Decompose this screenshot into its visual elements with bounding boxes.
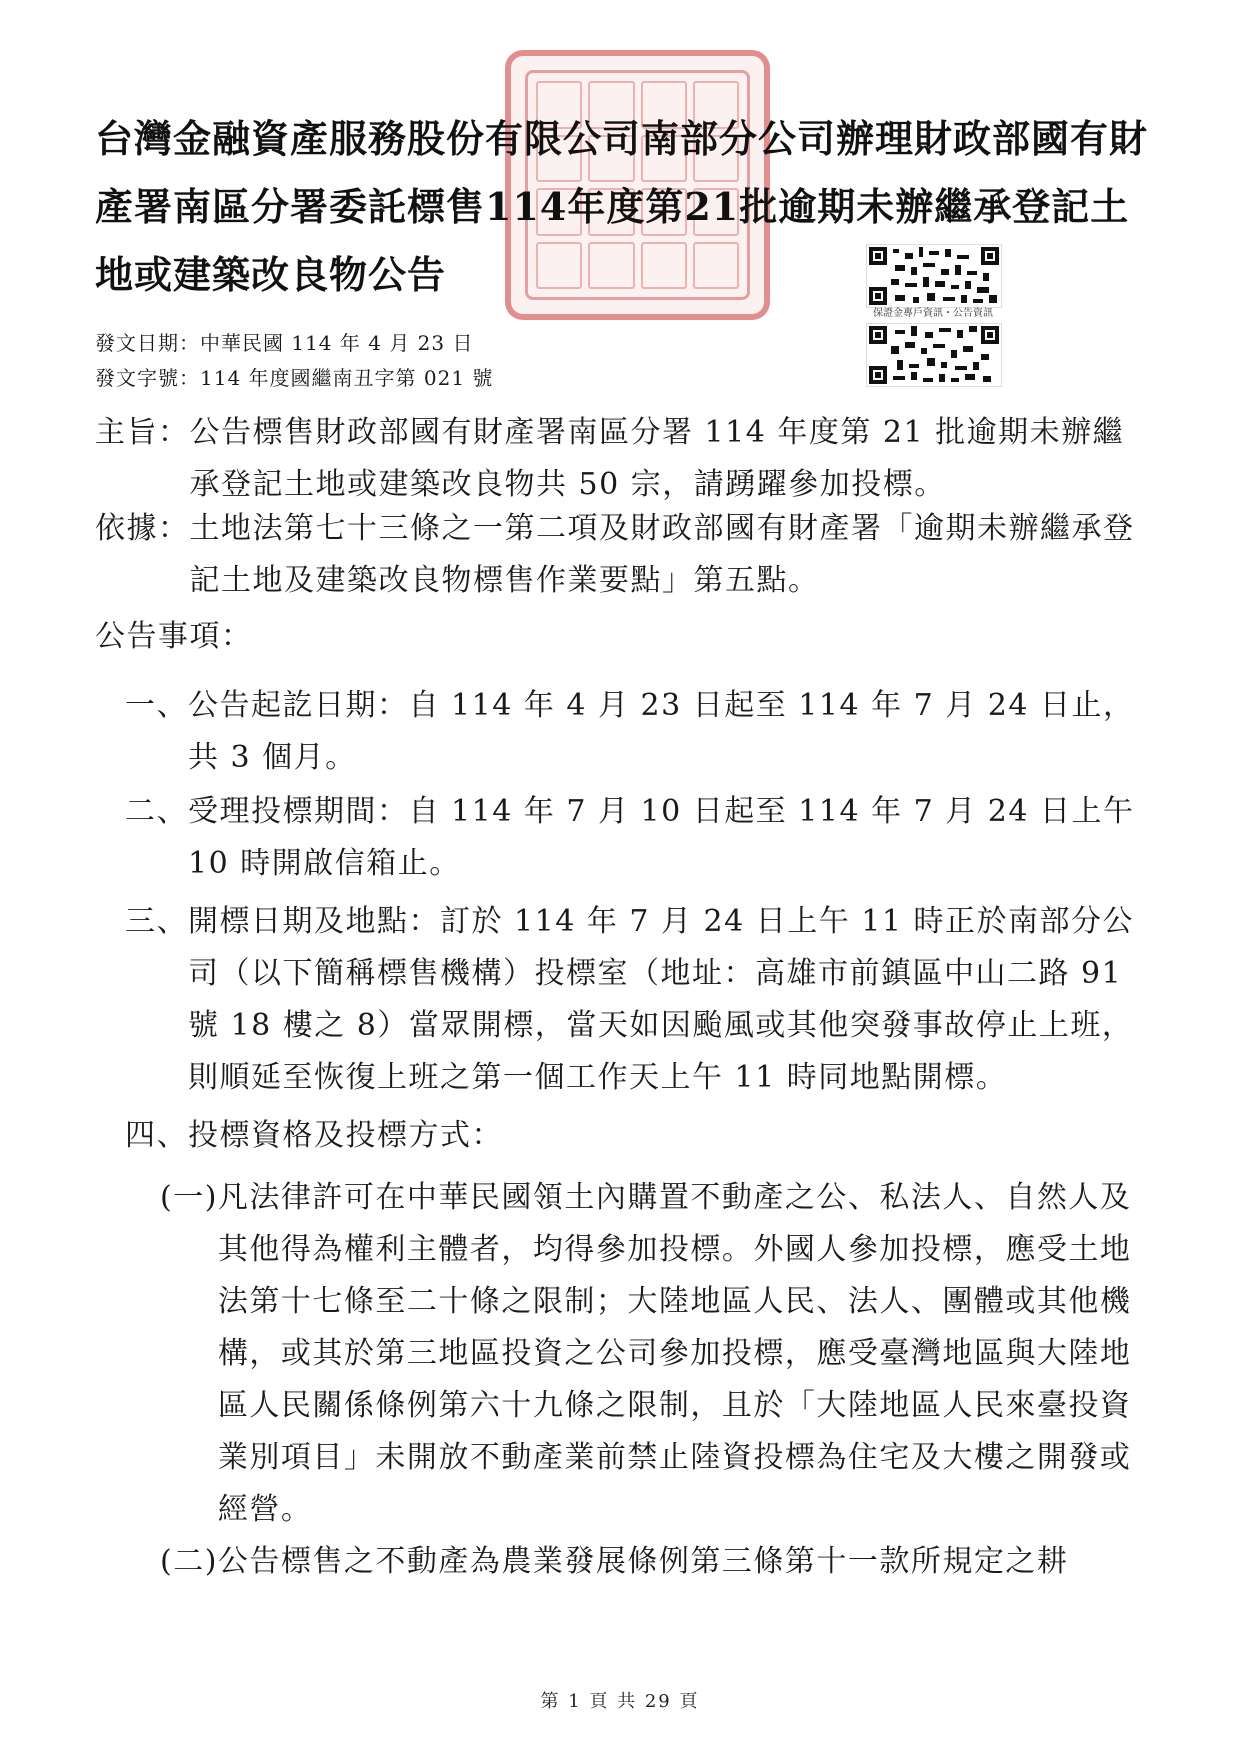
- issue-date: 發文日期：中華民國 114 年 4 月 23 日: [95, 331, 474, 355]
- subject-text: 公告標售財政部國有財產署南區分署 114 年度第 21 批逾期未辦繼承登記土地或建築改良物共 50 宗，請踴躍參加投標。: [189, 415, 1125, 502]
- item-number: 二、: [125, 794, 188, 829]
- basis-section: [95, 503, 1155, 607]
- item-text: 投標資格及投標方式：: [188, 1118, 503, 1153]
- item-number: 一、: [125, 688, 188, 723]
- page-number: 第 1 頁 共 29 頁: [540, 1691, 700, 1712]
- document-title: 台灣金融資產服務股份有限公司南部分公司辦理財政部國有財產署南區分署委託標售114年度第21批逾期未辦繼承登記土地或建築改良物公告: [95, 116, 1149, 297]
- sub-item-number: (二): [160, 1544, 218, 1579]
- qr-code-deposit-icon[interactable]: [866, 244, 1002, 308]
- item-text: 開標日期及地點：訂於 114 年 7 月 24 日上午 11 時正於南部分公司（以下簡稱標售機構）投標室（地址：高雄市前鎮區中山二路 91 號 18 樓之 8）當眾開標，當天如因颱風或其他突發事故停止上班，則順延至恢復上班之第一個工作天上午 11 時同地點開標。: [188, 904, 1134, 1095]
- qr-code-announcement-icon[interactable]: [866, 323, 1002, 387]
- subject-label: 主旨：: [95, 415, 190, 450]
- announcement-item-1: [125, 680, 1155, 784]
- qr-pattern: [867, 324, 1001, 386]
- document-number: 發文字號：114 年度國繼南丑字第 021 號: [95, 366, 494, 390]
- basis-label: 依據：: [95, 511, 190, 546]
- sub-item-text: 凡法律許可在中華民國領土內購置不動產之公、私法人、自然人及其他得為權利主體者，均得參加投標。外國人參加投標，應受土地法第十七條至二十條之限制；大陸地區人民、法人、團體或其他機構，或其於第三地區投資之公司參加投標，應受臺灣地區與大陸地區人民關係條例第六十九條之限制，且於「大陸地區人民來臺投資業別項目」未開放不動產業前禁止陸資投標為住宅及大樓之開發或經營。: [217, 1180, 1132, 1527]
- announcement-item-3: [125, 896, 1155, 1104]
- item-number: 四、: [125, 1118, 188, 1153]
- qr-pattern: [867, 245, 1001, 307]
- announcement-item-4: [125, 1110, 1155, 1162]
- sub-item-text: 公告標售之不動產為農業發展條例第三條第十一款所規定之耕: [217, 1544, 1069, 1579]
- sub-item-1: [160, 1172, 1155, 1536]
- qr-caption: 保證金專戶資訊・公告資訊: [873, 308, 993, 319]
- item-text: 受理投標期間：自 114 年 7 月 10 日起至 114 年 7 月 24 日上午 10 時開啟信箱止。: [188, 794, 1135, 881]
- sub-item-2: [160, 1536, 1155, 1588]
- item-text: 公告起訖日期：自 114 年 4 月 23 日起至 114 年 7 月 24 日止，共 3 個月。: [188, 688, 1135, 775]
- announcement-heading: 公告事項：: [95, 619, 253, 654]
- item-number: 三、: [125, 904, 188, 939]
- basis-text: 土地法第七十三條之一第二項及財政部國有財產署「逾期未辦繼承登記土地及建築改良物標售作業要點」第五點。: [189, 511, 1135, 598]
- subject-section: [95, 407, 1155, 511]
- announcement-item-2: [125, 786, 1155, 890]
- sub-item-number: (一): [160, 1180, 218, 1215]
